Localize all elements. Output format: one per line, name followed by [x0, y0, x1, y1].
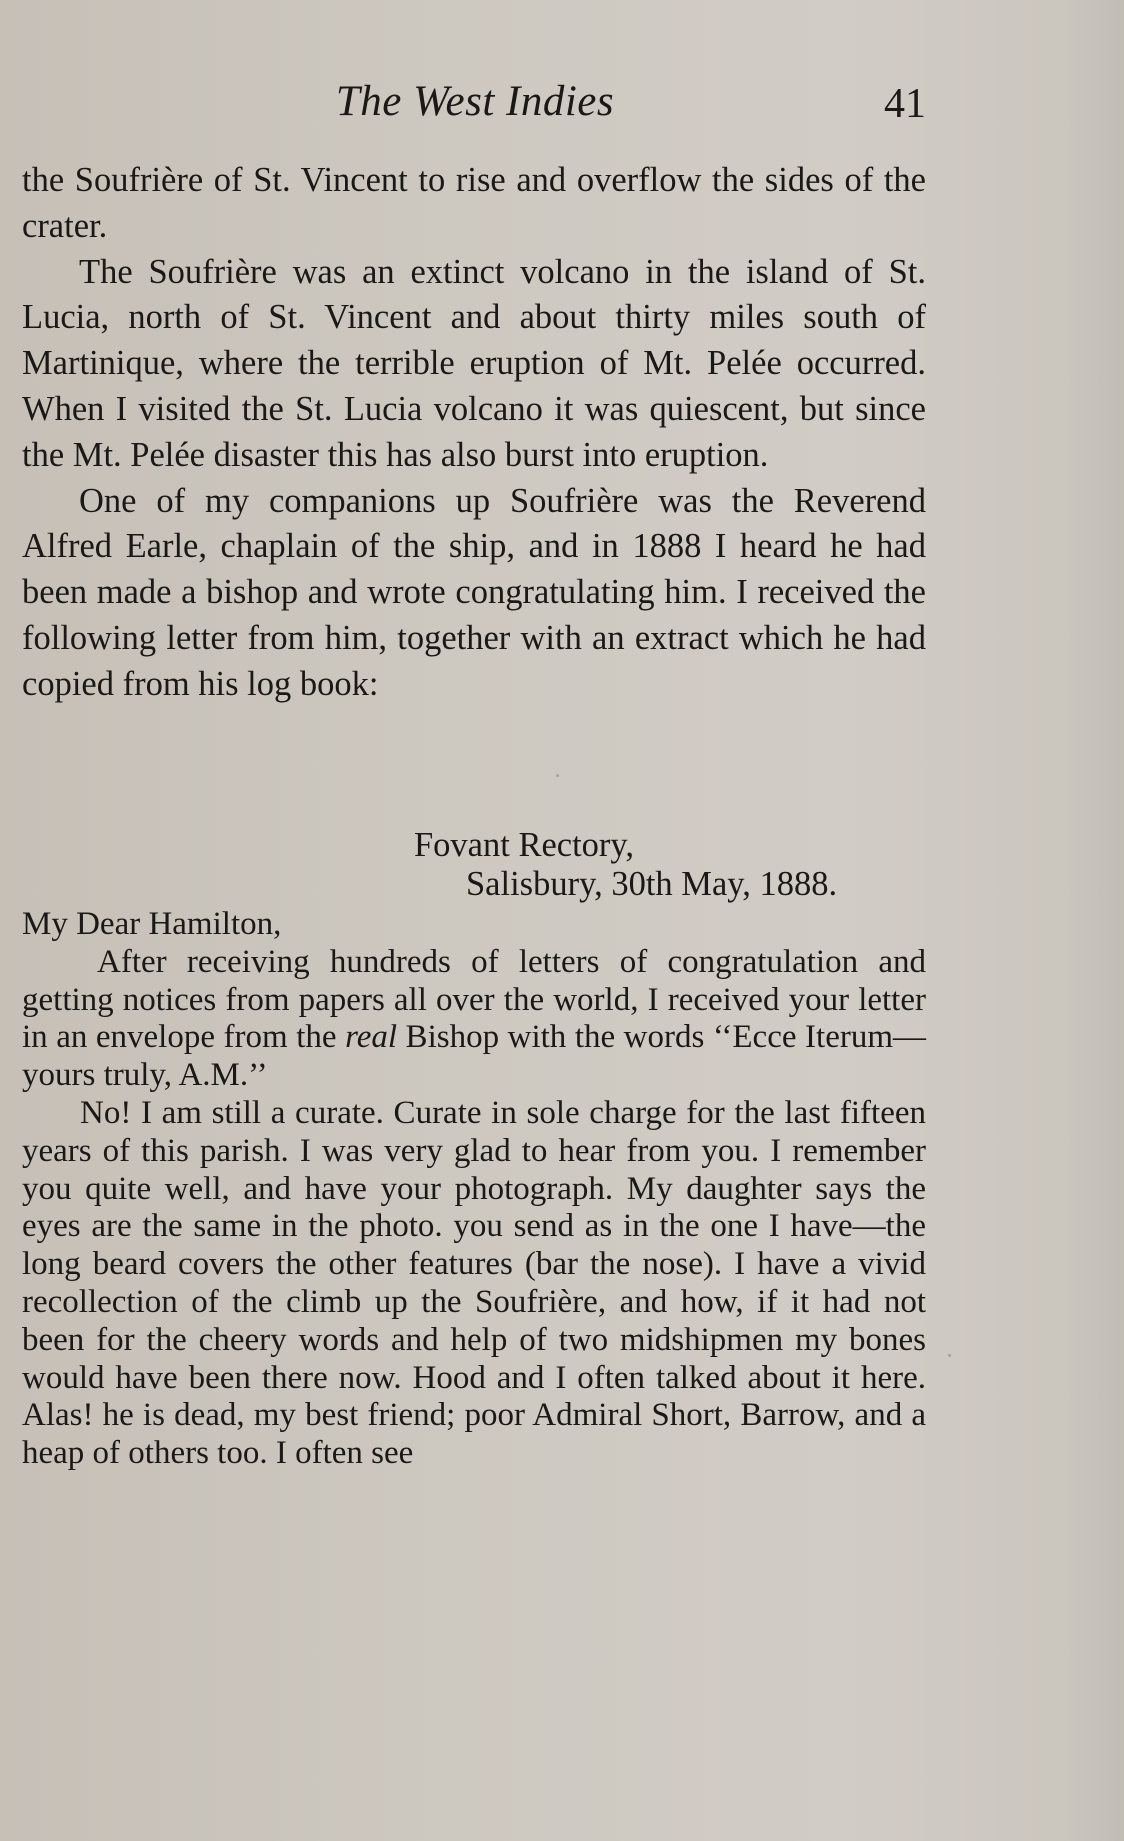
paper-speck	[948, 1354, 951, 1357]
paragraph-2: The Soufrière was an extinct volcano in the island of St. Lucia, north of St. Vincent and about thirty miles south of Martinique, where the terrible eruption of Mt. Pelée occurred. When I visited the St. Lucia volcano it was quiescent, but since the Mt. Pelée disaster this has also burst into eruption.	[22, 252, 926, 474]
page-edge-shadow	[1064, 0, 1124, 1841]
letter-paragraph-2: No! I am still a curate. Curate in sole charge for the last fifteen years of this parish. I was very glad to hear from you. I remember you quite well, and have your photograph. My daughter says the eyes are the same in the photo. you send as in the one I have—the long beard covers the other features (bar the nose). I have a vivid recollection of the climb up the Soufrière, and how, if it had not been for the cheery words and help of two midshipmen my bones would have been there now. Hood and I often talked about it here. Alas! he is dead, my best friend; poor Admiral Short, Barrow, and a heap of others too. I often see	[22, 1094, 926, 1472]
body-text	[22, 158, 926, 708]
page-number: 41	[884, 81, 926, 127]
running-title: The West Indies	[335, 78, 615, 125]
letter-p1-text-b: Bishop with the words ‘‘Ecce Iterum—yours truly, A.M.’’	[22, 1019, 926, 1094]
letter-p1-text-a: After receiving hundreds of letters of congratulation and getting notices from papers all over the world, I received your letter in an envelope from the	[22, 943, 926, 1056]
paper-speck	[556, 774, 559, 777]
letter-salutation: My Dear Hamilton,	[22, 906, 282, 942]
paragraph-1: the Soufrière of St. Vincent to rise and overflow the sides of the crater.	[22, 161, 926, 245]
letter-paragraph-1	[22, 944, 926, 1095]
letter-p1-italic: real	[345, 1019, 398, 1056]
address-line-2: Salisbury, 30th May, 1888.	[466, 865, 838, 903]
letter-body	[22, 906, 926, 1473]
running-head	[24, 72, 926, 132]
letter-address	[22, 826, 926, 904]
paragraph-3: One of my companions up Soufrière was the Reverend Alfred Earle, chaplain of the ship, and in 1888 I heard he had been made a bishop and wrote congratulating him. I received the following letter from him, together with an extract which he had copied from his log book:	[22, 481, 926, 703]
address-line-1: Fovant Rectory,	[414, 826, 635, 864]
